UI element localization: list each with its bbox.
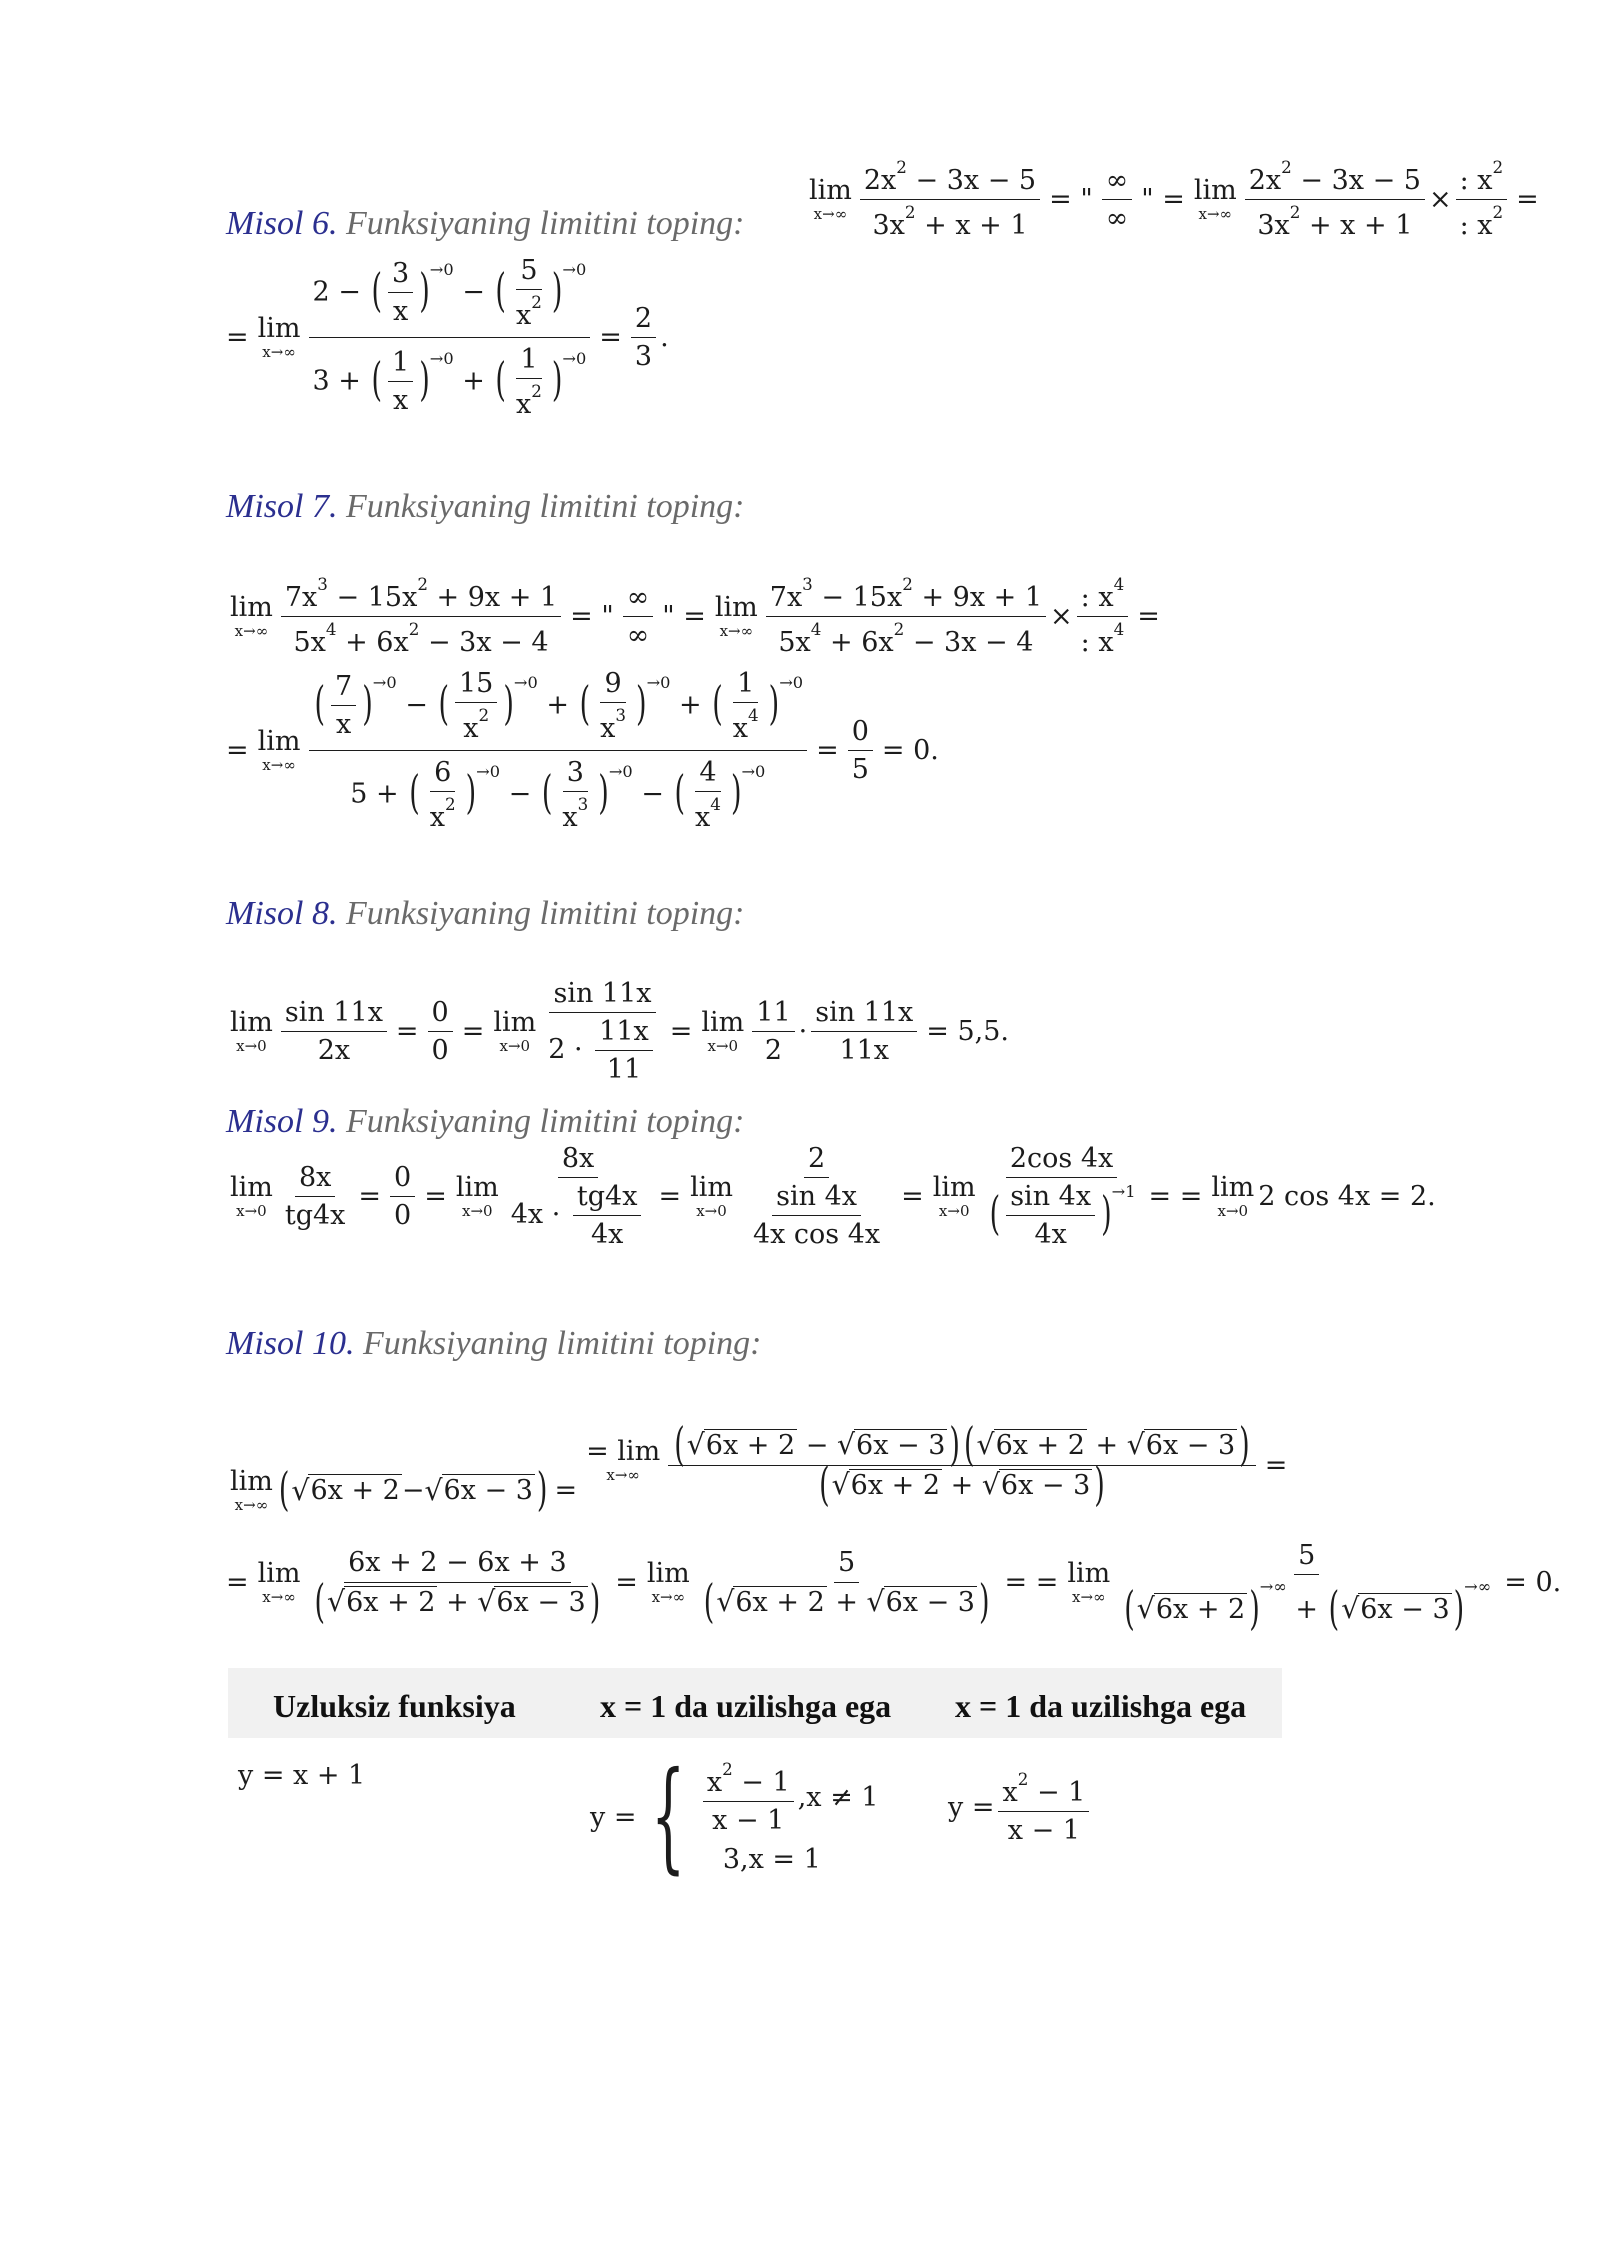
example-label: Misol 6.	[226, 205, 338, 242]
table-cell-linear-function	[238, 1760, 365, 1791]
example-6-formula-line1: lim x→∞ $\frac{2x^2 - 3x - 5}{3x^2 + x + 1}$ = " $\frac{\infty}{\infty}$ " = lim x→∞ $\frac{2x^2 - 3x - 5}{3x^2 + x + 1}$ × $\frac{: x^2}{: x^2}$ =	[809, 157, 1539, 241]
example-text: Funksiyaning limitini toping:	[345, 1103, 745, 1140]
example-6-formula-line2: = lim x→∞ 2 − ( $\frac{3}{x}$ )$^{\to 0}$ − ( $\frac{5}{x^2}$ )$^{\to 0}$ 3 + ( $\frac{1}{x}$ )$^{\to 0}$ + ( $\frac{1}{x^2}$ )$^{\to 0}$ = $\frac{2}{3}$ .	[226, 255, 669, 420]
table-cell-rational-function: y = $\frac{x^2 - 1}{x - 1}$	[948, 1770, 1093, 1846]
example-10-formula-line1: lim x→∞ ( √ 6x + 2 − √ 6x − 3 ) = = lim x→∞ ( √ 6x + 2 − √ 6x − 3 ) ( √ 6x + 2 + √ 6x − 3 ) ( √ 6x + 2 + √ 6x − 3 ) =	[230, 1419, 1288, 1517]
example-8-formula: lim x→0 $\frac{\sin 11x}{2x}$ = $\frac{0}{0}$ = lim x→0 sin 11x 2 · $\frac{11x}{11}$ = lim x→0 $\frac{11}{2}$ · $\frac{\sin 11x}{11x}$ = 5,5.	[230, 978, 1009, 1086]
example-10-heading	[226, 1325, 761, 1363]
piecewise-case-1-condition: x ≠ 1	[806, 1782, 879, 1814]
table-cell-piecewise-function: y = { $\frac{x^2 - 1}{x - 1}$ , x ≠ 1 3,x = 1	[590, 1747, 879, 1887]
example-text: Funksiyaning limitini toping:	[345, 488, 745, 525]
table-header-discontinuous-2: x = 1 da uzilishga ega	[955, 1688, 1247, 1724]
example-6-heading	[226, 205, 744, 243]
example-9-formula: lim x→0 $\frac{8x}{tg4x}$ = $\frac{0}{0}$ = lim x→0 8x 4x · $\frac{tg4x}{4x}$ = lim x→0 $\frac{2}{\frac{\sin 4x}{\text{4x cos 4x}}}$ = lim x→0 2cos 4x ( $\frac{\sin 4x}{4x}$ )$^{\to 1}$ = = lim x→0 2 cos 4x = 2.	[230, 1143, 1436, 1251]
example-label: Misol 8.	[226, 895, 338, 932]
example-text: Funksiyaning limitini toping:	[362, 1325, 762, 1362]
example-10-formula-line2: = lim x→∞ 6x + 2 − 6x + 3 ( √ 6x + 2 + √ 6x − 3 ) = lim x→∞ 5 ( √ 6x + 2 + √ 6x − 3 ) = = lim x→∞ 5 ( √ 6x + 2 )→∞ + ( √ 6x − 3 )→∞ = 0.	[226, 1540, 1562, 1636]
example-label: Misol 7.	[226, 488, 338, 525]
piecewise-case-2: 3,x = 1	[722, 1843, 821, 1875]
example-7-formula-line1: lim x→∞ $\frac{7x^3 - 15x^2 + 9x + 1}{5x^4 + 6x^2 - 3x - 4}$ = " $\frac{\infty}{\infty}$ " = lim x→∞ $\frac{7x^3 - 15x^2 + 9x + 1}{5x^4 + 6x^2 - 3x - 4}$ × $\frac{: x^4}{: x^4}$ =	[230, 574, 1160, 658]
example-8-heading	[226, 895, 744, 933]
example-9-heading	[226, 1103, 744, 1141]
example-label: Misol 9.	[226, 1103, 338, 1140]
linear-function-formula: y = x + 1	[238, 1760, 366, 1791]
table-header-continuous: Uzluksiz funksiya	[273, 1688, 516, 1724]
table-header-discontinuous-1: x = 1 da uzilishga ega	[600, 1688, 892, 1724]
example-7-heading	[226, 488, 744, 526]
example-7-formula-line2: = lim x→∞ ( $\frac{7}{x}$ )$^{\to 0}$ − ( $\frac{15}{x^2}$ )$^{\to 0}$ + ( $\frac{9}{x^3}$ )$^{\to 0}$ + ( $\frac{1}{x^4}$ )$^{\to 0}$ 5 + ( $\frac{6}{x^2}$ )$^{\to 0}$ − ( $\frac{3}{x^3}$ )$^{\to 0}$ − ( $\frac{4}{x^4}$ )$^{\to 0}$ = $\frac{0}{5}$ = 0.	[226, 668, 939, 833]
example-text: Funksiyaning limitini toping:	[345, 895, 745, 932]
example-label: Misol 10.	[226, 1325, 355, 1362]
example-text: Funksiyaning limitini toping:	[345, 205, 745, 242]
